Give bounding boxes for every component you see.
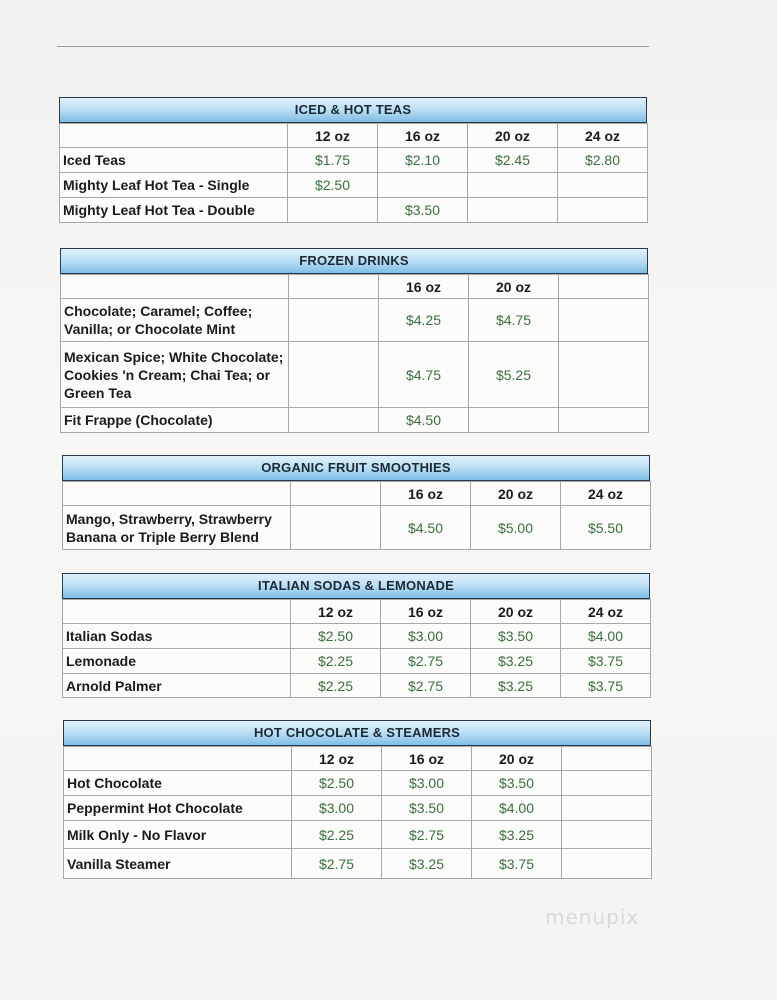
- item-price: $3.25: [472, 821, 562, 849]
- item-price: $2.45: [468, 148, 558, 173]
- item-price: $3.50: [382, 796, 472, 821]
- size-header-row: [63, 600, 651, 624]
- item-price: [562, 771, 652, 796]
- table-row: [63, 674, 651, 698]
- item-name: Iced Teas: [60, 148, 288, 173]
- item-price: $2.50: [291, 624, 381, 649]
- item-name: Milk Only - No Flavor: [64, 821, 292, 849]
- table-row: [60, 173, 648, 198]
- item-price: $5.25: [469, 342, 559, 408]
- item-name: Mighty Leaf Hot Tea - Double: [60, 198, 288, 223]
- item-price: $3.25: [471, 649, 561, 674]
- item-price: $2.75: [382, 821, 472, 849]
- item-name: Vanilla Steamer: [64, 849, 292, 879]
- item-price: $3.25: [382, 849, 472, 879]
- table-row: [64, 821, 652, 849]
- watermark: menupix: [545, 905, 640, 929]
- item-price: $4.75: [469, 299, 559, 342]
- item-price: [562, 849, 652, 879]
- size-header: 20 oz: [469, 275, 559, 299]
- size-header: [562, 747, 652, 771]
- item-price: [468, 173, 558, 198]
- item-name: Peppermint Hot Chocolate: [64, 796, 292, 821]
- item-price: [559, 408, 649, 433]
- size-header: [559, 275, 649, 299]
- item-price: $4.50: [381, 506, 471, 550]
- table-row: [60, 148, 648, 173]
- price-table: [60, 274, 649, 433]
- item-name: Mexican Spice; White Chocolate; Cookies 'n Cream; Chai Tea; or Green Tea: [61, 342, 289, 408]
- item-price: $1.75: [288, 148, 378, 173]
- item-price: [289, 342, 379, 408]
- item-price: [559, 299, 649, 342]
- price-table: [62, 599, 651, 698]
- item-price: $2.75: [381, 674, 471, 698]
- item-price: $2.25: [292, 821, 382, 849]
- size-header: [60, 124, 288, 148]
- table-row: [61, 342, 649, 408]
- item-price: $2.75: [292, 849, 382, 879]
- item-price: $3.00: [381, 624, 471, 649]
- item-price: [378, 173, 468, 198]
- item-price: $4.00: [561, 624, 651, 649]
- size-header: 12 oz: [288, 124, 378, 148]
- size-header-row: [61, 275, 649, 299]
- item-price: $3.75: [472, 849, 562, 879]
- section-title: ITALIAN SODAS & LEMONADE: [62, 573, 650, 599]
- item-price: $3.75: [561, 674, 651, 698]
- size-header: [291, 482, 381, 506]
- size-header: 20 oz: [471, 482, 561, 506]
- table-row: [63, 506, 651, 550]
- item-price: $2.80: [558, 148, 648, 173]
- section-frozen-drinks: [60, 248, 648, 433]
- size-header: 20 oz: [472, 747, 562, 771]
- table-row: [63, 649, 651, 674]
- item-price: $2.25: [291, 649, 381, 674]
- section-title: FROZEN DRINKS: [60, 248, 648, 274]
- price-table: [59, 123, 648, 223]
- item-price: [558, 198, 648, 223]
- size-header: 16 oz: [379, 275, 469, 299]
- item-price: $3.75: [561, 649, 651, 674]
- price-table: [63, 746, 652, 879]
- size-header-row: [63, 482, 651, 506]
- item-price: [562, 821, 652, 849]
- size-header-row: [60, 124, 648, 148]
- size-header: 24 oz: [561, 482, 651, 506]
- size-header: [61, 275, 289, 299]
- size-header: 16 oz: [382, 747, 472, 771]
- item-name: Chocolate; Caramel; Coffee; Vanilla; or Chocolate Mint: [61, 299, 289, 342]
- item-price: $3.50: [472, 771, 562, 796]
- item-price: $2.50: [288, 173, 378, 198]
- section-title: ORGANIC FRUIT SMOOTHIES: [62, 455, 650, 481]
- item-name: Arnold Palmer: [63, 674, 291, 698]
- size-header: 16 oz: [378, 124, 468, 148]
- top-divider: [57, 46, 649, 47]
- item-price: $3.50: [471, 624, 561, 649]
- item-price: [291, 506, 381, 550]
- size-header: 16 oz: [381, 482, 471, 506]
- item-price: [559, 342, 649, 408]
- size-header: 24 oz: [561, 600, 651, 624]
- item-name: Lemonade: [63, 649, 291, 674]
- item-price: $5.50: [561, 506, 651, 550]
- table-row: [61, 408, 649, 433]
- item-price: [469, 408, 559, 433]
- item-name: Hot Chocolate: [64, 771, 292, 796]
- table-row: [60, 198, 648, 223]
- item-price: $2.25: [291, 674, 381, 698]
- price-table: [62, 481, 651, 550]
- item-price: $5.00: [471, 506, 561, 550]
- size-header: [289, 275, 379, 299]
- item-price: $4.00: [472, 796, 562, 821]
- item-price: $3.50: [378, 198, 468, 223]
- size-header: [64, 747, 292, 771]
- section-iced-hot-teas: [59, 97, 647, 223]
- item-name: Mango, Strawberry, Strawberry Banana or Triple Berry Blend: [63, 506, 291, 550]
- table-row: [61, 299, 649, 342]
- table-row: [64, 771, 652, 796]
- size-header: 12 oz: [291, 600, 381, 624]
- item-price: $4.75: [379, 342, 469, 408]
- section-title: HOT CHOCOLATE & STEAMERS: [63, 720, 651, 746]
- item-price: $4.50: [379, 408, 469, 433]
- size-header: 20 oz: [471, 600, 561, 624]
- section-title: ICED & HOT TEAS: [59, 97, 647, 123]
- size-header: 20 oz: [468, 124, 558, 148]
- section-italian-sodas-lemonade: [62, 573, 650, 698]
- item-price: [562, 796, 652, 821]
- item-price: $2.10: [378, 148, 468, 173]
- item-price: [289, 299, 379, 342]
- section-organic-fruit-smoothies: [62, 455, 650, 550]
- size-header: 12 oz: [292, 747, 382, 771]
- item-price: $4.25: [379, 299, 469, 342]
- item-price: [468, 198, 558, 223]
- item-name: Italian Sodas: [63, 624, 291, 649]
- item-price: [288, 198, 378, 223]
- item-name: Mighty Leaf Hot Tea - Single: [60, 173, 288, 198]
- item-price: [289, 408, 379, 433]
- size-header: 24 oz: [558, 124, 648, 148]
- size-header: 16 oz: [381, 600, 471, 624]
- item-price: $2.50: [292, 771, 382, 796]
- size-header: [63, 600, 291, 624]
- table-row: [64, 796, 652, 821]
- item-price: $3.00: [382, 771, 472, 796]
- item-price: $3.00: [292, 796, 382, 821]
- item-price: $2.75: [381, 649, 471, 674]
- table-row: [64, 849, 652, 879]
- item-price: [558, 173, 648, 198]
- item-name: Fit Frappe (Chocolate): [61, 408, 289, 433]
- section-hot-chocolate-steamers: [63, 720, 651, 879]
- item-price: $3.25: [471, 674, 561, 698]
- size-header-row: [64, 747, 652, 771]
- size-header: [63, 482, 291, 506]
- table-row: [63, 624, 651, 649]
